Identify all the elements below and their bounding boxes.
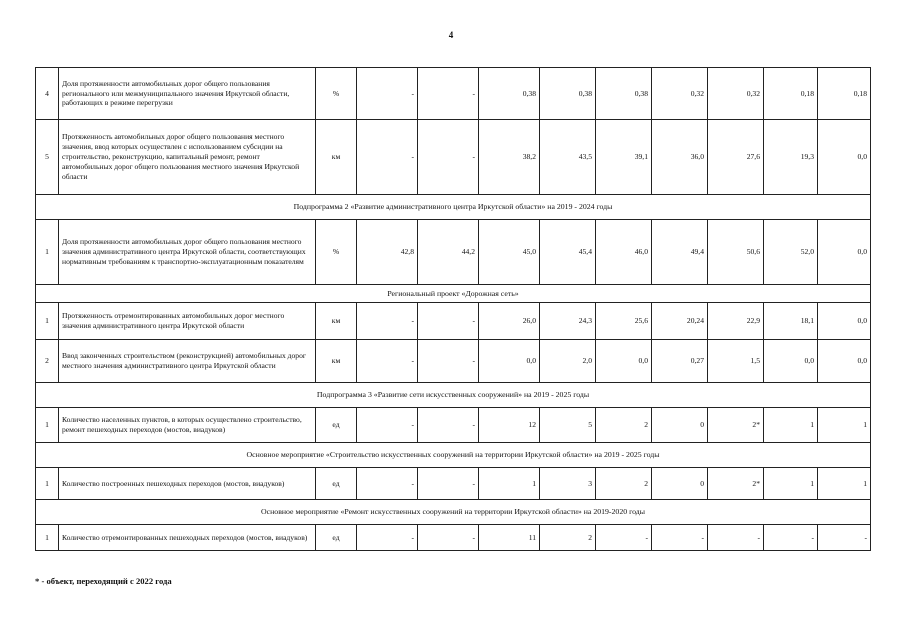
value-cell: 5 (540, 408, 596, 443)
indicator-name: Количество отремонтированных пешеходных переходов (мостов, виадуков) (59, 525, 316, 551)
section-title: Основное мероприятие «Ремонт искусственных сооружений на территории Иркутской области» на 2019-2020 годы (36, 500, 871, 525)
table-row (36, 468, 871, 500)
value-cell: 26,0 (479, 303, 540, 340)
indicator-name: Количество построенных пешеходных переходов (мостов, виадуков) (59, 468, 316, 500)
value-cell: - (357, 340, 418, 383)
value-cell: 0,38 (596, 68, 652, 120)
value-cell: 0,38 (540, 68, 596, 120)
table-row (36, 408, 871, 443)
unit-cell: % (316, 68, 357, 120)
row-number: 1 (36, 220, 59, 285)
value-cell: - (418, 408, 479, 443)
value-cell: 1 (818, 408, 871, 443)
section-header-row (36, 443, 871, 468)
value-cell: 1 (818, 468, 871, 500)
value-cell: 0,38 (479, 68, 540, 120)
value-cell: 49,4 (652, 220, 708, 285)
value-cell: - (418, 68, 479, 120)
value-cell: 20,24 (652, 303, 708, 340)
value-cell: 1 (764, 408, 818, 443)
value-cell: 0,27 (652, 340, 708, 383)
value-cell: 0,0 (818, 340, 871, 383)
table-row (36, 340, 871, 383)
row-number: 1 (36, 525, 59, 551)
value-cell: 1,5 (708, 340, 764, 383)
value-cell: - (357, 68, 418, 120)
value-cell: 39,1 (596, 120, 652, 195)
value-cell: 52,0 (764, 220, 818, 285)
table-row (36, 220, 871, 285)
value-cell: 38,2 (479, 120, 540, 195)
indicator-name: Ввод законченных строительством (реконструкцией) автомобильных дорог местного значения административного центра Иркутской области (59, 340, 316, 383)
indicator-table (35, 67, 871, 551)
unit-cell: км (316, 340, 357, 383)
value-cell: - (818, 525, 871, 551)
value-cell: 2 (540, 525, 596, 551)
value-cell: - (418, 303, 479, 340)
section-title: Подпрограмма 2 «Развитие административного центра Иркутской области» на 2019 - 2024 годы (36, 195, 871, 220)
indicator-name: Доля протяженности автомобильных дорог общего пользования регионального или межмуниципального значения Иркутской области, работающих в режиме перегрузки (59, 68, 316, 120)
value-cell: 43,5 (540, 120, 596, 195)
value-cell: 45,0 (479, 220, 540, 285)
value-cell: 11 (479, 525, 540, 551)
row-number: 1 (36, 468, 59, 500)
value-cell: 2* (708, 468, 764, 500)
value-cell: 18,1 (764, 303, 818, 340)
section-header-row (36, 500, 871, 525)
unit-cell: % (316, 220, 357, 285)
value-cell: 1 (479, 468, 540, 500)
table-row (36, 525, 871, 551)
value-cell: - (418, 340, 479, 383)
page-number: 4 (448, 30, 454, 40)
value-cell: - (357, 303, 418, 340)
value-cell: - (418, 468, 479, 500)
row-number: 1 (36, 408, 59, 443)
indicator-name: Количество населенных пунктов, в которых осуществлено строительство, ремонт пешеходных переходов (мостов, виадуков) (59, 408, 316, 443)
table-row (36, 68, 871, 120)
value-cell: - (708, 525, 764, 551)
value-cell: 0,18 (764, 68, 818, 120)
value-cell: - (418, 120, 479, 195)
value-cell: 0,0 (818, 120, 871, 195)
section-title: Основное мероприятие «Строительство искусственных сооружений на территории Иркутской области» на 2019 - 2025 годы (36, 443, 871, 468)
value-cell: 24,3 (540, 303, 596, 340)
row-number: 2 (36, 340, 59, 383)
value-cell: 0,0 (818, 303, 871, 340)
unit-cell: км (316, 303, 357, 340)
section-title: Подпрограмма 3 «Развитие сети искусственных сооружений» на 2019 - 2025 годы (36, 383, 871, 408)
value-cell: - (652, 525, 708, 551)
value-cell: 46,0 (596, 220, 652, 285)
unit-cell: ед (316, 468, 357, 500)
value-cell: - (764, 525, 818, 551)
value-cell: 0,18 (818, 68, 871, 120)
section-header-row (36, 383, 871, 408)
value-cell: 2 (596, 408, 652, 443)
value-cell: 22,9 (708, 303, 764, 340)
value-cell: 0,32 (652, 68, 708, 120)
value-cell: 0,0 (818, 220, 871, 285)
table-row (36, 303, 871, 340)
unit-cell: км (316, 120, 357, 195)
value-cell: 25,6 (596, 303, 652, 340)
value-cell: 2,0 (540, 340, 596, 383)
unit-cell: ед (316, 525, 357, 551)
value-cell: 12 (479, 408, 540, 443)
indicator-name: Протяженность автомобильных дорог общего пользования местного значения, ввод которых осуществлен с использованием субсидии на строительство, реконструкцию, капитальный ремонт, ремонт автомобильных дорог общего пользования местного значения Иркутской области (59, 120, 316, 195)
table-row (36, 120, 871, 195)
value-cell: - (418, 525, 479, 551)
value-cell: 44,2 (418, 220, 479, 285)
section-header-row (36, 285, 871, 303)
value-cell: - (357, 120, 418, 195)
indicator-name: Доля протяженности автомобильных дорог общего пользования местного значения административного центра Иркутской области, соответствующих нормативным требованиям к транспортно-эксплуатационным показателям (59, 220, 316, 285)
value-cell: - (357, 408, 418, 443)
value-cell: 0,0 (479, 340, 540, 383)
value-cell: - (596, 525, 652, 551)
value-cell: 2 (596, 468, 652, 500)
value-cell: 45,4 (540, 220, 596, 285)
value-cell: 0 (652, 408, 708, 443)
footnote: * - объект, переходящий с 2022 года (35, 576, 172, 586)
value-cell: 0 (652, 468, 708, 500)
value-cell: - (357, 468, 418, 500)
value-cell: 42,8 (357, 220, 418, 285)
value-cell: 2* (708, 408, 764, 443)
value-cell: 0,0 (596, 340, 652, 383)
unit-cell: ед (316, 408, 357, 443)
section-title: Региональный проект «Дорожная сеть» (36, 285, 871, 303)
row-number: 1 (36, 303, 59, 340)
value-cell: 0,0 (764, 340, 818, 383)
value-cell: 1 (764, 468, 818, 500)
value-cell: 0,32 (708, 68, 764, 120)
value-cell: 19,3 (764, 120, 818, 195)
value-cell: 36,0 (652, 120, 708, 195)
row-number: 5 (36, 120, 59, 195)
value-cell: - (357, 525, 418, 551)
indicator-name: Протяженность отремонтированных автомобильных дорог местного значения административного центра Иркутской области (59, 303, 316, 340)
value-cell: 3 (540, 468, 596, 500)
value-cell: 27,6 (708, 120, 764, 195)
value-cell: 50,6 (708, 220, 764, 285)
row-number: 4 (36, 68, 59, 120)
section-header-row (36, 195, 871, 220)
